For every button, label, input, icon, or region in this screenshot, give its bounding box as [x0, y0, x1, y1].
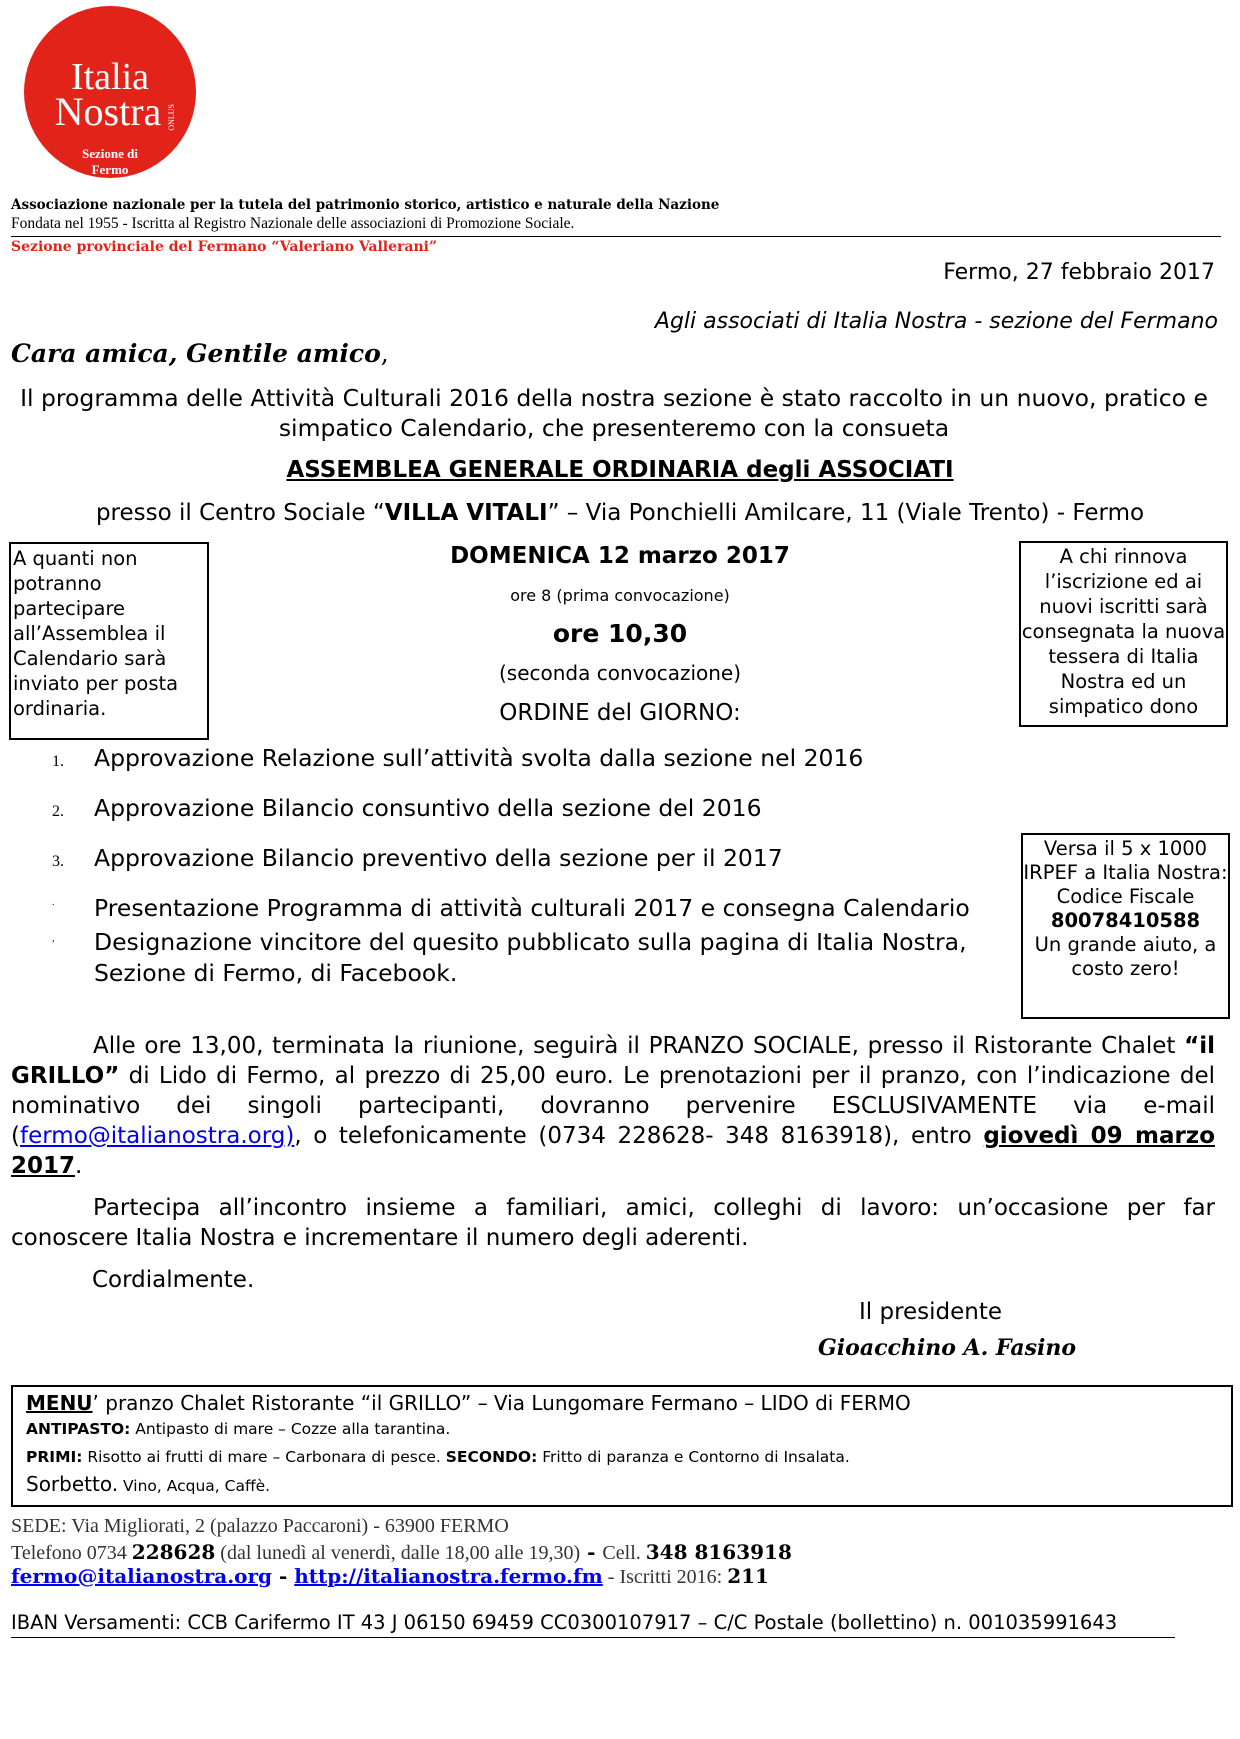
logo-section — [24, 146, 196, 178]
footer-email-link[interactable]: fermo@italianostra.org — [11, 1564, 273, 1588]
lunch-text-2: di Lido di Fermo, al prezzo di 25,00 euro. Le prenotazioni per il pranzo, con l’indicazione del nominativo dei singoli partecipanti, dovranno pervenire ESCLUSIVAMENTE via e-mail ( — [11, 1063, 1215, 1149]
assembly-day: DOMENICA 12 marzo 2017 — [450, 543, 790, 569]
footer-contacts — [11, 1564, 769, 1589]
menu-box — [11, 1385, 1233, 1507]
menu-dessert — [26, 1472, 1231, 1499]
invite-paragraph — [11, 1193, 1215, 1253]
menu-title-bold: MENU — [26, 1391, 93, 1415]
logo-sezione: Sezione di — [82, 146, 138, 161]
tax-code: 80078410588 — [1050, 909, 1201, 932]
lunch-end: . — [75, 1153, 83, 1179]
booking-deadline: giovedì 09 marzo 2017 — [11, 1123, 1215, 1179]
5x1000-text: Versa il 5 x 1000 IRPEF a Italia Nostra: Codice Fiscale — [1023, 837, 1228, 908]
restaurant-name: “il GRILLO” — [11, 1033, 1215, 1089]
members-count: 211 — [727, 1564, 769, 1588]
president-title: Il presidente — [859, 1299, 1003, 1325]
notice-box-absent: A quanti non potranno partecipare all’Assemblea il Calendario sarà inviato per posta ordinaria. — [9, 542, 209, 740]
cell-number: 348 8163918 — [645, 1540, 792, 1564]
phone-label: Telefono 0734 — [11, 1542, 132, 1564]
dessert: Sorbetto. — [26, 1472, 119, 1496]
association-description: Associazione nazionale per la tutela del patrimonio storico, artistico e naturale della Nazione — [11, 197, 720, 213]
logo-line1: Italia — [70, 56, 150, 98]
secondo-label: SECONDO: — [445, 1448, 538, 1466]
5x1000-tagline: Un grande aiuto, a costo zero! — [1034, 933, 1217, 980]
agenda-number: , — [52, 933, 55, 944]
signature: Gioacchino A. Fasino — [818, 1335, 1077, 1361]
secondo-dishes: Fritto di paranza e Contorno di Insalata. — [537, 1448, 850, 1466]
assembly-venue — [0, 500, 1240, 526]
footer-iban: IBAN Versamenti: CCB Carifermo IT 43 J 06150 69459 CC0300107917 – C/C Postale (bollettino) n. 001035991643 — [11, 1611, 1118, 1634]
footer-phone — [11, 1540, 792, 1565]
phone-hours: (dal lunedì al venerdì, dalle 18,00 alle 19,30) — [215, 1542, 581, 1564]
footer-address: SEDE: Via Migliorati, 2 (palazzo Paccaroni) - 63900 FERMO — [11, 1515, 509, 1537]
menu-title-rest: ’ pranzo Chalet Ristorante “il GRILLO” – Via Lungomare Fermano – LIDO di FERMO — [92, 1391, 911, 1415]
assembly-title: ASSEMBLEA GENERALE ORDINARIA degli ASSOCIATI — [286, 457, 954, 483]
agenda-item: Presentazione Programma di attività culturali 2017 e consegna Calendario — [94, 894, 970, 922]
lunch-text-3: , o telefonicamente (0734 228628- 348 8163918), entro — [294, 1123, 984, 1149]
venue-address: ” – Via Ponchielli Amilcare, 11 (Viale Trento) - Fermo — [547, 500, 1145, 526]
logo-onlus: ONLUS — [167, 104, 176, 131]
section-name: Sezione provinciale del Fermano “Valeriano Vallerani” — [11, 239, 438, 255]
antipasto-dishes: Antipasto di mare – Cozze alla tarantina. — [130, 1420, 451, 1438]
email-link[interactable]: fermo@italianostra.org) — [19, 1123, 295, 1149]
members-label: - Iscritti 2016: — [602, 1566, 728, 1588]
letter-intro: Il programma delle Attività Culturali 2016 della nostra sezione è stato raccolto in un nuovo, pratico e simpatico Calendario, che presenteremo con la consueta — [20, 384, 1208, 442]
drinks: Vino, Acqua, Caffè. — [118, 1477, 271, 1495]
founded-line: Fondata nel 1955 - Iscritta al Registro Nazionale delle associazioni di Promozione Sociale. — [11, 215, 575, 232]
venue-name: VILLA VITALI — [384, 500, 548, 526]
letter-recipient: Agli associati di Italia Nostra - sezione del Fermano — [654, 309, 1218, 334]
greeting-text: Cara amica, Gentile amico — [11, 339, 381, 368]
agenda-item: Approvazione Bilancio consuntivo della sezione del 2016 — [94, 794, 762, 822]
venue-pre: presso il Centro Sociale “ — [95, 500, 385, 526]
notice-box-5x1000 — [1021, 833, 1230, 1019]
agenda-number: 3. — [52, 853, 64, 870]
agenda-number: 1. — [52, 753, 64, 770]
lunch-paragraph — [11, 1031, 1215, 1181]
agenda-title: ORDINE del GIORNO: — [499, 700, 741, 726]
first-call: ore 8 (prima convocazione) — [510, 586, 730, 605]
footer-website-link[interactable]: http://italianostra.fermo.fm — [294, 1564, 603, 1588]
menu-title — [26, 1391, 1231, 1416]
agenda-item: Approvazione Bilancio preventivo della sezione per il 2017 — [94, 844, 783, 872]
logo-line2: Nostra — [54, 89, 162, 134]
antipasto-label: ANTIPASTO: — [26, 1420, 131, 1438]
cell-label: Cell. — [602, 1542, 646, 1564]
agenda-number: . — [52, 897, 55, 908]
primi-dishes: Risotto ai frutti di mare – Carbonara di pesce. — [82, 1448, 446, 1466]
logo-citta: Fermo — [91, 162, 129, 177]
assembly-time: ore 10,30 — [552, 619, 688, 648]
closing: Cordialmente. — [92, 1267, 255, 1293]
agenda-number: 2. — [52, 803, 64, 820]
phone-separator: - — [580, 1540, 603, 1564]
italia-nostra-logo — [24, 6, 196, 178]
agenda-item-continued: Sezione di Fermo, di Facebook. — [94, 959, 458, 987]
lunch-text: Alle ore 13,00, terminata la riunione, seguirà il PRANZO SOCIALE, presso il Ristorante Chalet — [93, 1033, 1185, 1059]
letter-date: Fermo, 27 febbraio 2017 — [943, 260, 1215, 285]
letter-greeting: Cara amica, Gentile amico, — [11, 339, 389, 368]
notice-box-renewal: A chi rinnova l’iscrizione ed ai nuovi iscritti sarà consegnata la nuova tessera di Italia Nostra ed un simpatico dono — [1019, 541, 1228, 727]
invite-text: Partecipa all’incontro insieme a familiari, amici, colleghi di lavoro: un’occasione per far conoscere Italia Nostra e incrementare il numero degli aderenti. — [11, 1195, 1215, 1251]
agenda-item: Approvazione Relazione sull’attività svolta dalla sezione nel 2016 — [94, 744, 864, 772]
phone-number: 228628 — [131, 1540, 216, 1564]
agenda-item: Designazione vincitore del quesito pubblicato sulla pagina di Italia Nostra, — [94, 928, 967, 956]
primi-label: PRIMI: — [26, 1448, 83, 1466]
menu-primi-secondo — [26, 1445, 1231, 1470]
header-divider — [11, 236, 1221, 237]
footer-divider — [11, 1637, 1175, 1638]
second-call: (seconda convocazione) — [498, 661, 742, 685]
contacts-separator: - — [272, 1564, 295, 1588]
menu-antipasto — [26, 1417, 1231, 1442]
